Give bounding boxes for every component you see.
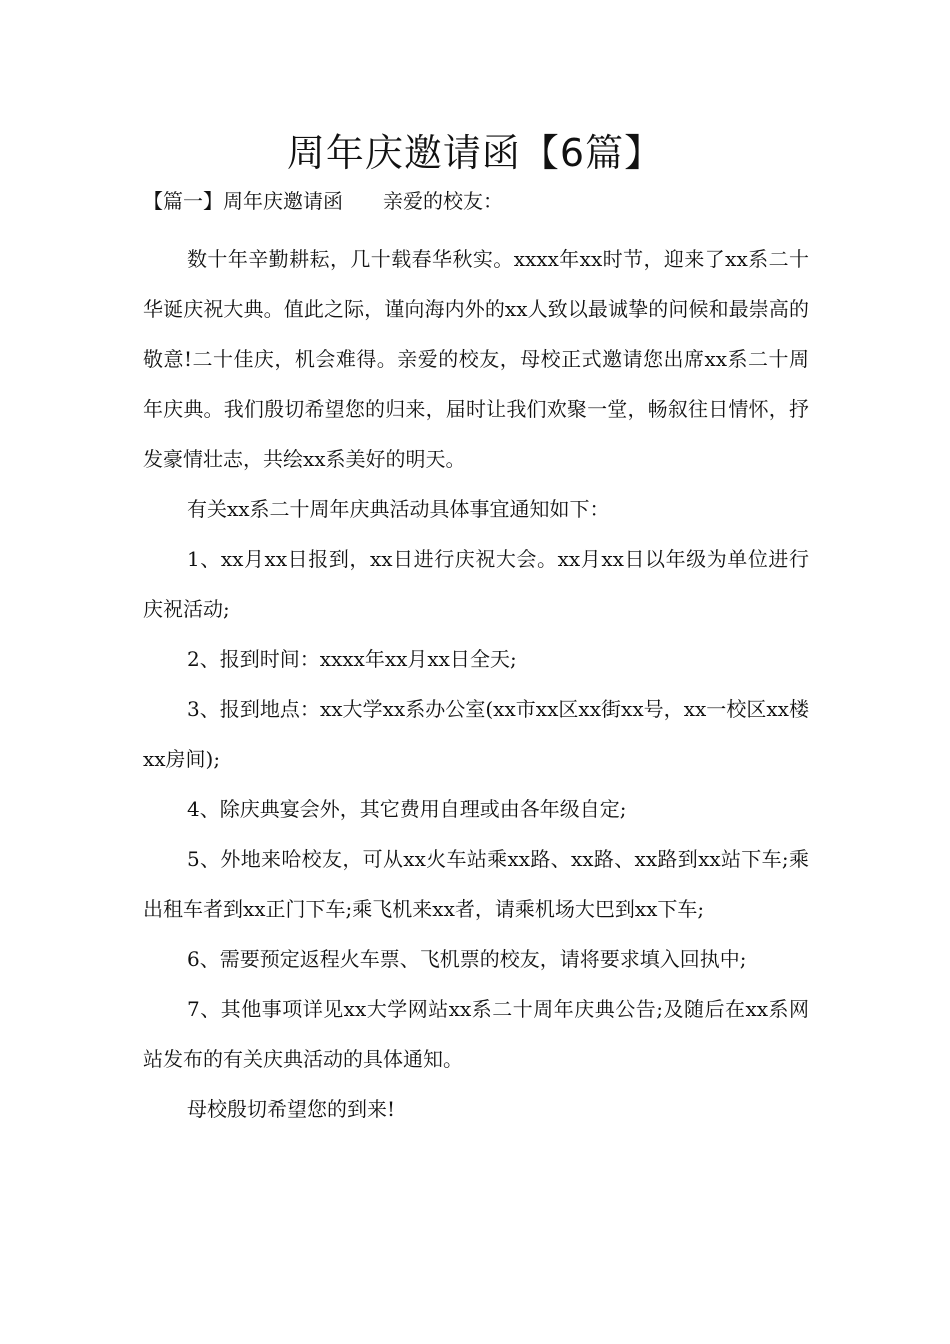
list-item-6: 6、需要预定返程火车票、飞机票的校友，请将要求填入回执中; bbox=[187, 947, 747, 971]
list-item-4: 4、除庆典宴会外，其它费用自理或由各年级自定; bbox=[187, 797, 627, 821]
list-item-3: 3、报到地点：xx大学xx系办公室(xx市xx区xx街xx号，xx一校区xx楼xx房间); bbox=[143, 697, 809, 771]
list-item-1: 1、xx月xx日报到，xx日进行庆祝大会。xx月xx日以年级为单位进行庆祝活动; bbox=[143, 547, 809, 621]
section-header bbox=[143, 186, 503, 216]
list-item-5: 5、外地来哈校友，可从xx火车站乘xx路、xx路、xx路到xx站下车;乘出租车者到xx正门下车;乘飞机来xx者，请乘机场大巴到xx下车; bbox=[143, 847, 809, 921]
section-label: 【篇一】周年庆邀请函 bbox=[143, 189, 343, 213]
paragraph-intro: 数十年辛勤耕耘，几十载春华秋实。xxxx年xx时节，迎来了xx系二十华诞庆祝大典。值此之际，谨向海内外的xx人致以最诚挚的问候和最崇高的敬意!二十佳庆，机会难得。亲爱的校友，母校正式邀请您出席xx系二十周年庆典。我们殷切希望您的归来，届时让我们欢聚一堂，畅叙往日情怀，抒发豪情壮志，共绘xx系美好的明天。 bbox=[143, 247, 809, 471]
list-item-7: 7、其他事项详见xx大学网站xx系二十周年庆典公告;及随后在xx系网站发布的有关庆典活动的具体通知。 bbox=[143, 997, 809, 1071]
paragraph-closing: 母校殷切希望您的到来! bbox=[187, 1097, 396, 1121]
salutation: 亲爱的校友： bbox=[383, 189, 503, 213]
document-body bbox=[143, 234, 809, 1134]
document-title: 周年庆邀请函【6篇】 bbox=[286, 131, 664, 175]
list-item-2: 2、报到时间：xxxx年xx月xx日全天; bbox=[187, 647, 517, 671]
paragraph-notice-heading: 有关xx系二十周年庆典活动具体事宜通知如下： bbox=[187, 497, 610, 521]
